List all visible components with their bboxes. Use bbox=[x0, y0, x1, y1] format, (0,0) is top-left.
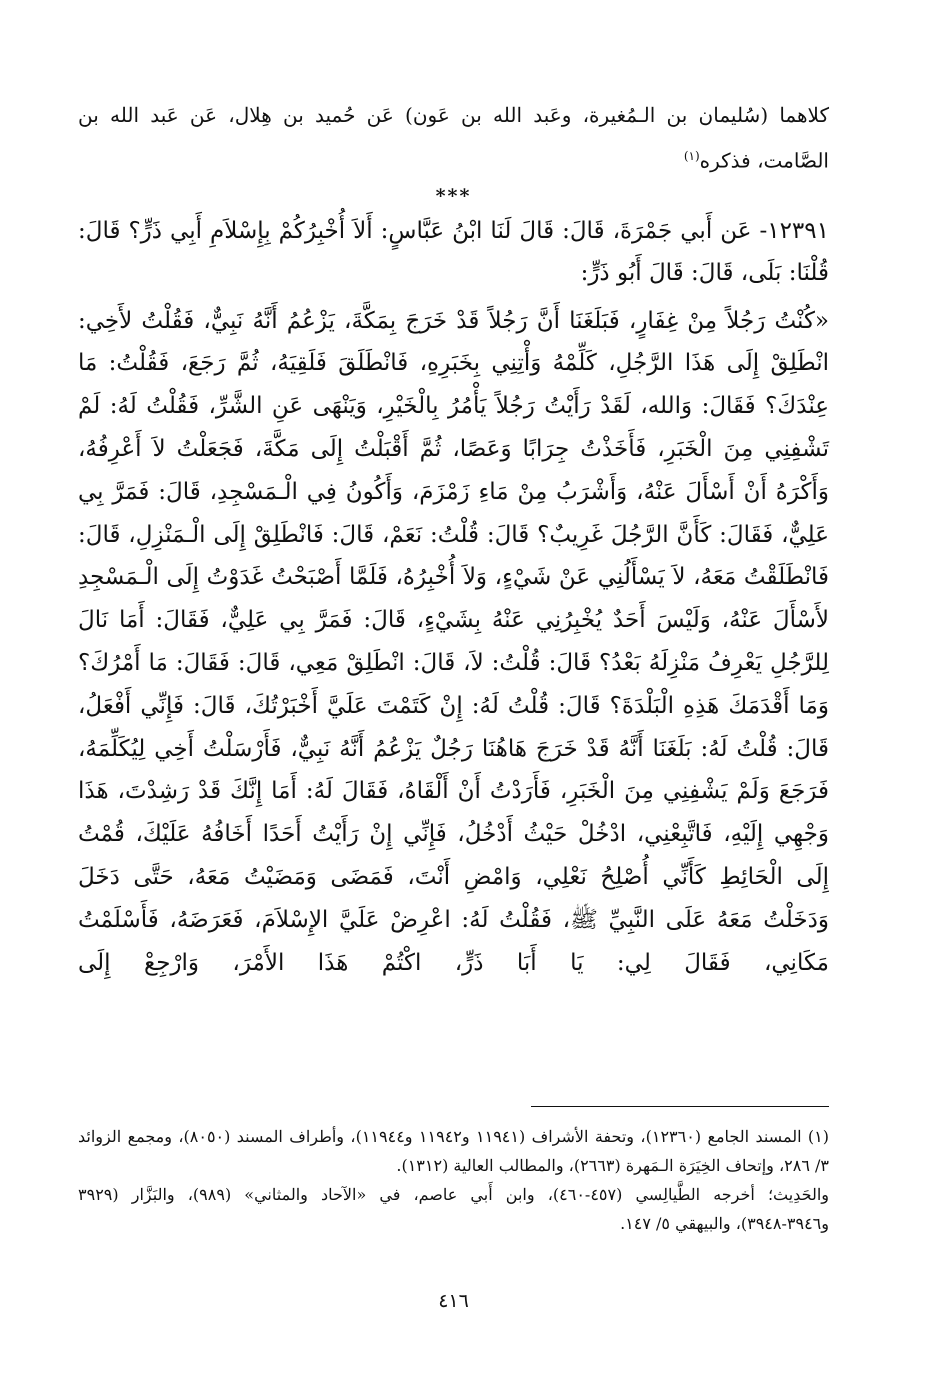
page-number: ٤١٦ bbox=[438, 1290, 469, 1312]
section-separator: *** bbox=[435, 184, 472, 207]
hadith-body: «كُنْتُ رَجُلاً مِنْ غِفَارٍ، فَبَلَغَنَا أَنَّ رَجُلاً قَدْ خَرَجَ بِمَكَّةَ، يَزْعُمُ أَنَّهُ نَبِيٌّ، فَقُلْتُ لأَخِي: انْطَلِقْ إِلَى هَذَا الرَّجُلِ، كَلِّمْهُ وَأْتِنِي بِخَبَرِهِ، فَانْطَلَقَ فَلَقِيَهُ، ثُمَّ رَجَعَ، فَقُلْتُ: مَا عِنْدَكَ؟ فَقَالَ: وَالله، لَقَدْ رَأَيْتُ رَجُلاً يَأْمُرُ بِالْخَيْرِ، وَيَنْهَى عَنِ الشَّرِّ، فَقُلْتُ لَهُ: لَمْ تَشْفِنِي مِنَ الْخَبَرِ، فَأَخَذْتُ جِرَابًا وَعَصًا، ثُمَّ أَقْبَلْتُ إِلَى مَكَّةَ، فَجَعَلْتُ لاَ أَعْرِفُهُ، وَأَكْرَهُ أَنْ أَسْأَلَ عَنْهُ، وَأَشْرَبُ مِنْ مَاءِ زَمْزَمَ، وَأَكُونُ فِي الْـمَسْجِدِ، قَالَ: فَمَرَّ بِي عَلِيٌّ، فَقَالَ: كَأَنَّ الرَّجُلَ غَرِيبٌ؟ قَالَ: قُلْتُ: نَعَمْ، قَالَ: فَانْطَلِقْ إِلَى الْـمَنْزِلِ، قَالَ: فَانْطَلَقْتُ مَعَهُ، لاَ يَسْأَلُنِي عَنْ شَيْءٍ، وَلاَ أُخْبِرُهُ، فَلَمَّا أَصْبَحْتُ غَدَوْتُ إِلَى الْـمَسْجِدِ لأَسْأَلَ عَنْهُ، وَلَيْسَ أَحَدٌ يُخْبِرُنِي عَنْهُ بِشَيْءٍ، قَالَ: فَمَرَّ بِي عَلِيٌّ، فَقَالَ: أَمَا نَالَ لِلرَّجُلِ يَعْرِفُ مَنْزِلَهُ بَعْدُ؟ قَالَ: قُلْتُ: لاَ، قَالَ: انْطَلِقْ مَعِي، قَالَ: فَقَالَ: مَا أَمْرُكَ؟ وَمَا أَقْدَمَكَ هَذِهِ الْبَلْدَةَ؟ قَالَ: قُلْتُ لَهُ: إِنْ كَتَمْتَ عَلَيَّ أَخْبَرْتُكَ، قَالَ: فَإِنِّي أَفْعَلُ، قَالَ: قُلْتُ لَهُ: بَلَغَنَا أَنَّهُ قَدْ خَرَجَ هَاهُنَا رَجُلٌ يَزْعُمُ أَنَّهُ نَبِيٌّ، فَأَرْسَلْتُ أَخِي لِيُكَلِّمَهُ، فَرَجَعَ وَلَمْ يَشْفِنِي مِنَ الْخَبَرِ، فَأَرَدْتُ أَنْ أَلْقَاهُ، فَقَالَ لَهُ: أَمَا إِنَّكَ قَدْ رَشِدْتَ، هَذَا وَجْهِي إِلَيْهِ، فَاتَّبِعْنِي، ادْخُلْ حَيْثُ أَدْخُلُ، فَإِنِّي إِنْ رَأَيْتُ أَحَدًا أَخَافُهُ عَلَيْكَ، قُمْتُ إِلَى الْحَائِطِ كَأَنِّي أُصْلِحُ نَعْلِي، وَامْضِ أَنْتَ، فَمَضَى وَمَضَيْتُ مَعَهُ، حَتَّى دَخَلَ وَدَخَلْتُ مَعَهُ عَلَى النَّبِيِّ ﷺ، فَقُلْتُ لَهُ: اعْرِضْ عَلَيَّ الإِسْلاَمَ، فَعَرَضَهُ، فَأَسْلَمْتُ مَكَانِي، فَقَالَ لِي: يَا أَبَا ذَرٍّ، اكْتُمْ هَذَا الأَمْرَ، وَارْجِعْ إِلَى bbox=[78, 307, 829, 976]
footnote-reference: (١) bbox=[683, 149, 700, 163]
intro-paragraph bbox=[78, 95, 829, 182]
book-page bbox=[78, 95, 829, 1382]
footnote-1-takhrij: والحَدِيث؛ أخرجه الطَّيالِسي (٤٥٧-٤٦٠)، وابن أَبي عاصم، في «الآحاد والمثاني» (٩٨٩)، والبَزَّار (٣٩٢٩ و٣٩٤٦-٣٩٤٨)، والبيهقي ٥/ ١٤٧. bbox=[78, 1185, 829, 1233]
footnote-1-sources: (١) المسند الجامع (١٢٣٦٠)، وتحفة الأشراف (١١٩٤١ و١١٩٤٢ و١١٩٤٤)، وأطراف المسند (٨٠٥٠)، ومجمع الزوائد ٣/ ٢٨٦، وإتحاف الخِيَرَة الـمَهرة (٢٦٦٣)، والمطالب العالية (١٣١٢). bbox=[78, 1127, 830, 1175]
footnote-divider bbox=[531, 1106, 829, 1107]
intro-text: كلاهما (سُليمان بن الـمُغيرة، وعَبد الله بن عَون) عَن حُميد بن هِلال، عَن عَبد الله بن الصَّامت، فذكره bbox=[78, 103, 829, 173]
hadith-heading: ١٢٣٩١- عَن أَبي جَمْرَةَ، قَالَ: قَالَ لَنَا ابْنُ عَبَّاسٍ: أَلاَ أُخْبِرُكُمْ بِإِسْلاَمِ أَبِي ذَرٍّ؟ قَالَ: قُلْنَا: بَلَى، قَالَ: قَالَ أَبُو ذَرٍّ: bbox=[78, 217, 829, 286]
footnotes bbox=[78, 1122, 829, 1238]
